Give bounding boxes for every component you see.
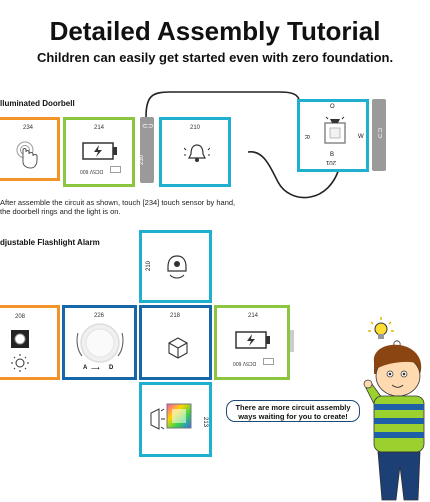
alarm-number: 210 xyxy=(146,260,153,272)
rotary-knob-icon[interactable] xyxy=(74,320,126,366)
battery-clip xyxy=(290,330,294,352)
link-icon: ⊂⊃ xyxy=(142,123,154,130)
bubble-line-1: There are more circuit assembly xyxy=(235,403,351,412)
connector-number: 230 xyxy=(139,154,146,166)
battery-tile xyxy=(63,117,135,187)
light-sensor-tile xyxy=(0,305,60,380)
doorbell-note-1: After assemble the circuit as shown, touch [234] touch sensor by hand, xyxy=(0,198,236,207)
doorbell-note-2: the doorbell rings and the light is on. xyxy=(0,207,121,216)
page-title: Detailed Assembly Tutorial xyxy=(49,16,381,46)
speaker-icon xyxy=(164,253,190,281)
hub-number: 218 xyxy=(170,313,181,319)
light-module-tile xyxy=(297,99,369,172)
knob-label-d: D xyxy=(109,365,114,371)
buzzer-tile xyxy=(159,117,231,187)
light-letter-top: O xyxy=(330,104,335,110)
flashlight-heading: djustable Flashlight Alarm xyxy=(0,238,100,247)
touch-sensor-number: 234 xyxy=(23,125,34,131)
connector-230-bar xyxy=(140,117,154,183)
led-number: 213 xyxy=(202,416,209,428)
alarm-battery-label: DC5V 600 xyxy=(233,360,257,366)
light-letter-bottom: B xyxy=(330,152,335,158)
sensor-sun-icon xyxy=(9,328,33,372)
doorbell-heading: lluminated Doorbell xyxy=(0,99,75,108)
flash-icon xyxy=(147,405,165,433)
knob-arrow: ⟶ xyxy=(91,366,100,372)
bubble-line-2: ways waiting for you to create! xyxy=(238,412,348,421)
cube-icon xyxy=(166,336,190,360)
hub-tile xyxy=(139,305,212,380)
battery-icon xyxy=(82,142,118,160)
knob-label-a: A xyxy=(83,365,88,371)
touch-sensor-tile xyxy=(0,117,60,181)
alarm-battery-number: 214 xyxy=(248,313,259,319)
light-letter-right: W xyxy=(358,134,364,140)
alarm-battery-tile xyxy=(214,305,290,380)
alarm-usb-port-icon xyxy=(263,358,275,366)
buzzer-number: 210 xyxy=(190,125,201,131)
knob-number: 226 xyxy=(94,313,105,319)
bell-icon xyxy=(184,142,210,164)
cartoon-child xyxy=(360,340,430,502)
light-number: 201 xyxy=(326,159,337,165)
touch-hand-icon xyxy=(13,140,43,170)
speech-bubble xyxy=(226,400,360,422)
page-subtitle: Children can easily get started even with zero foundation. xyxy=(36,50,394,65)
alarm-tile xyxy=(139,230,212,303)
lamp-icon xyxy=(320,115,350,149)
battery-label: DC5V 600 xyxy=(80,168,104,174)
rgb-led-icon xyxy=(166,403,192,429)
light-connector-bar xyxy=(372,99,386,171)
led-tile xyxy=(139,382,212,457)
light-link-icon: ⊂⊃ xyxy=(375,127,383,139)
light-letter-left: R xyxy=(303,134,310,140)
battery-number: 214 xyxy=(94,125,105,131)
alarm-battery-icon xyxy=(235,331,271,349)
usb-port-icon xyxy=(110,166,122,174)
light-sensor-number: 208 xyxy=(15,314,26,320)
knob-tile xyxy=(62,305,137,380)
